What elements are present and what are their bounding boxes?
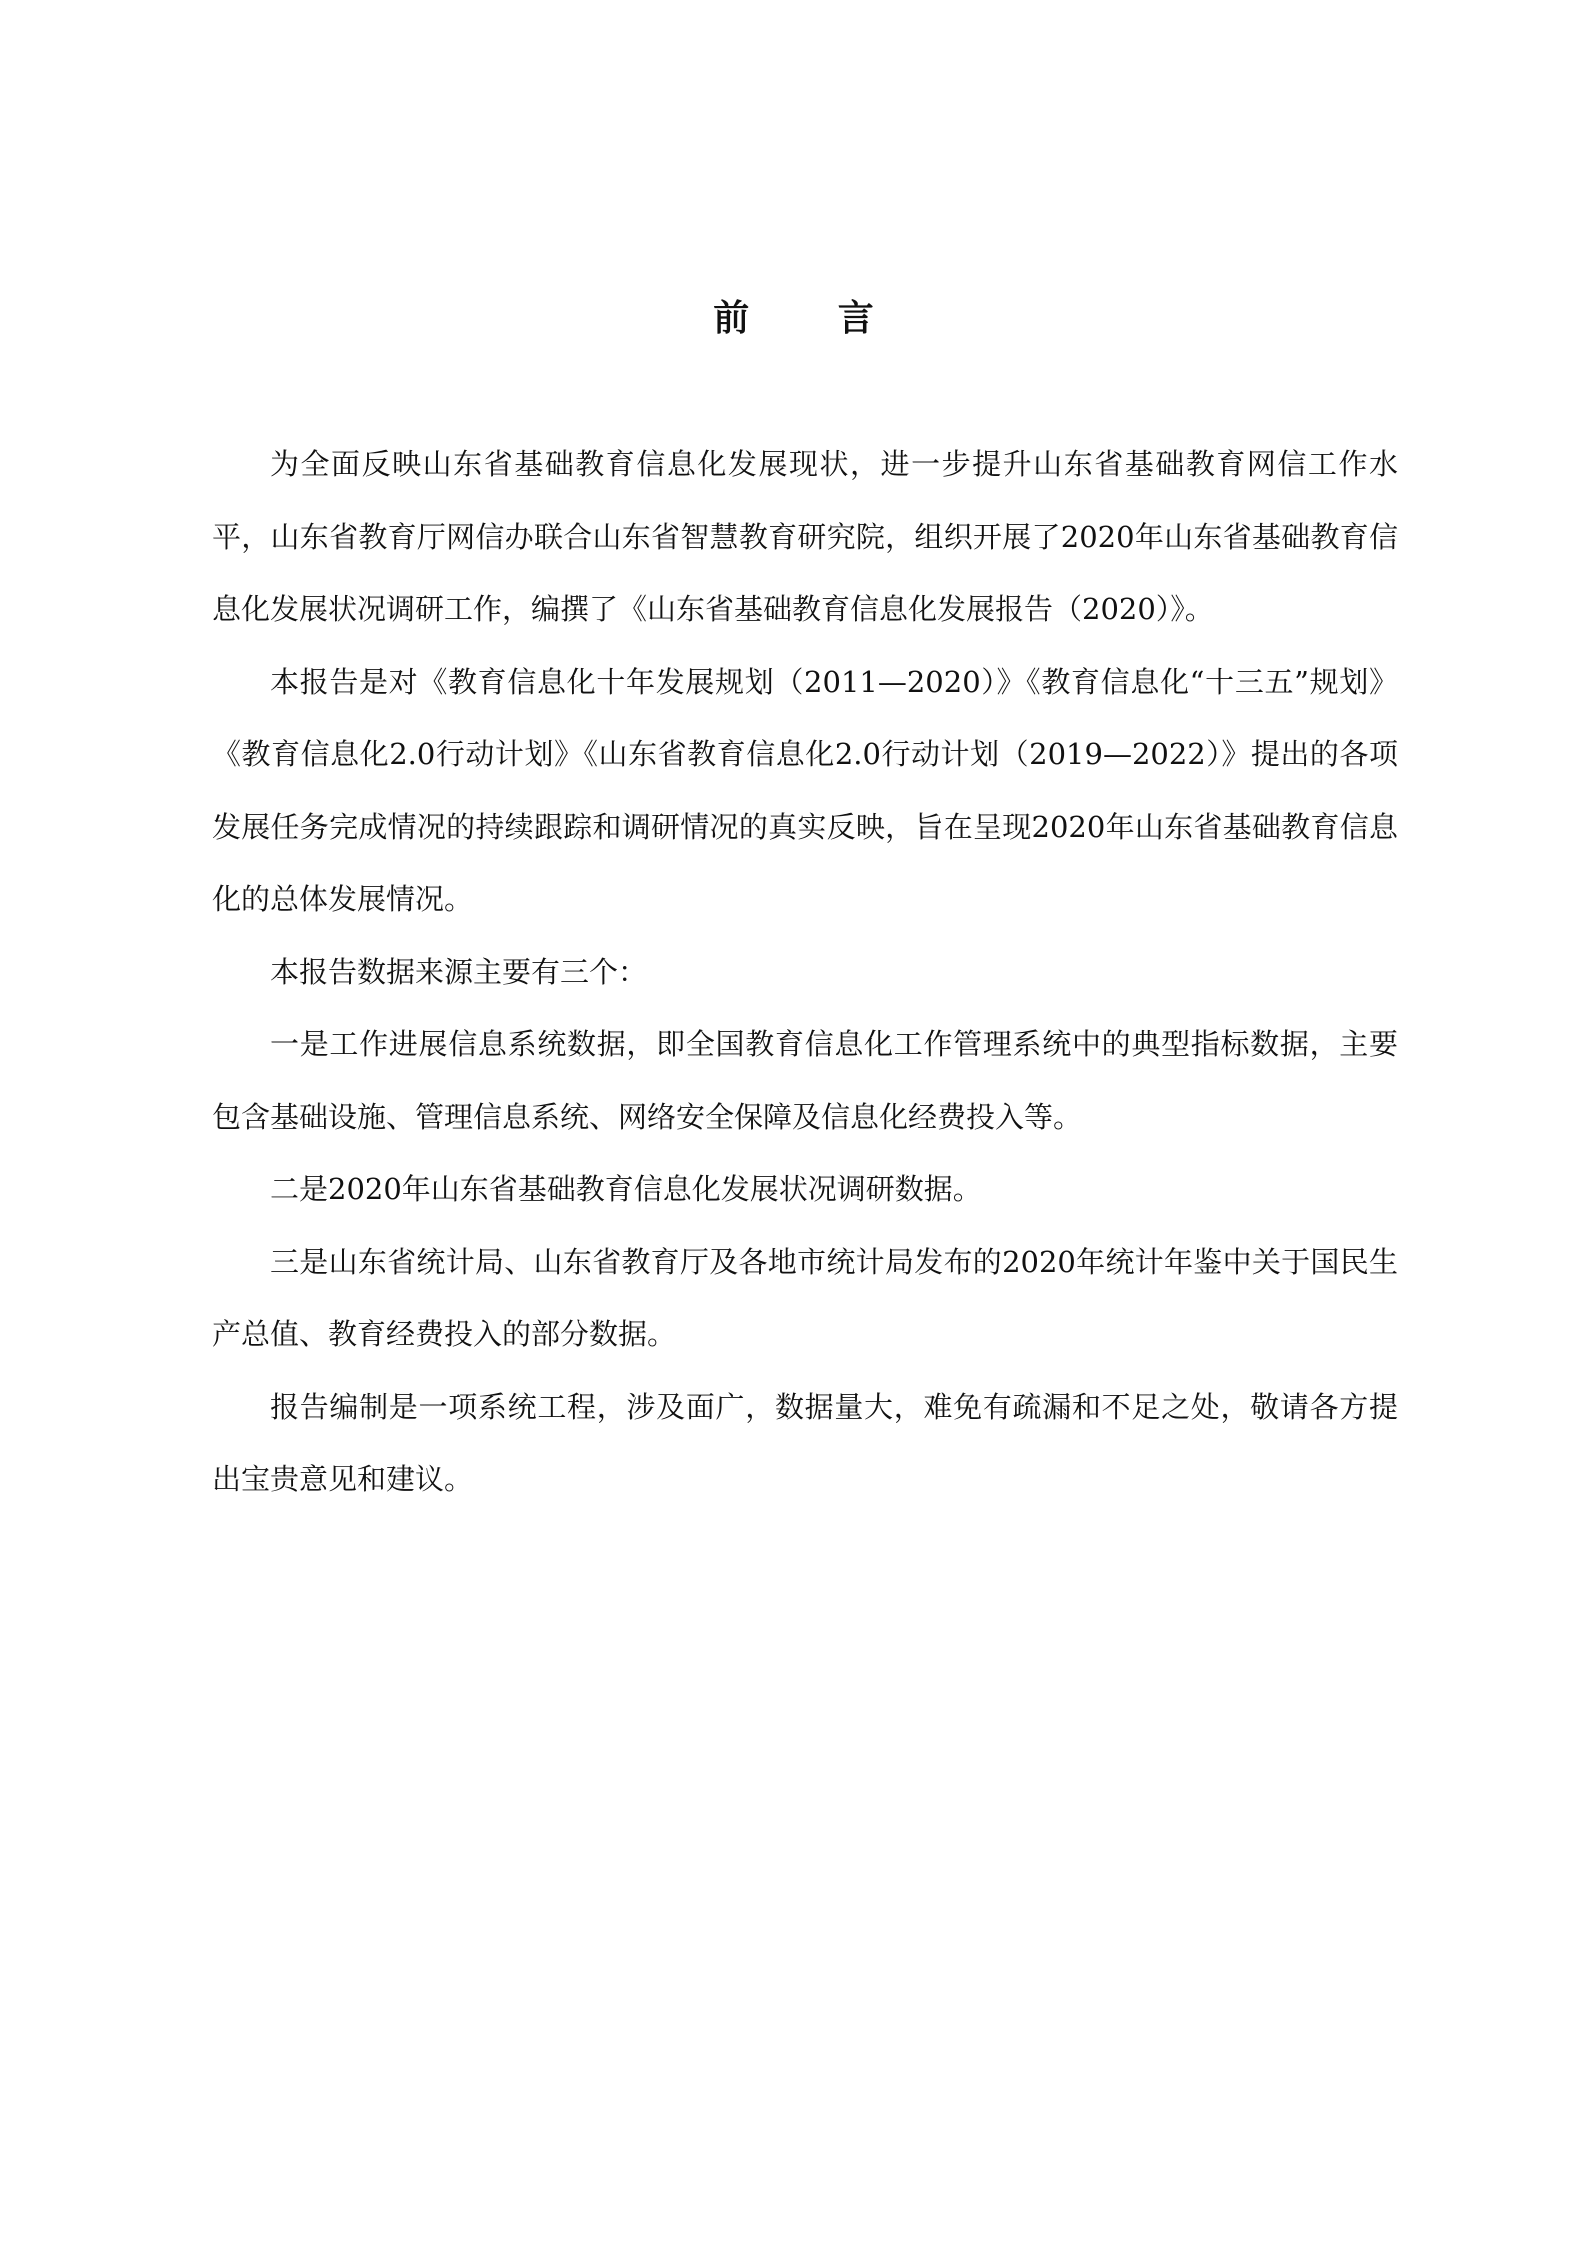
paragraph-sources-heading: 本报告数据来源主要有三个： (270, 954, 648, 989)
paragraph-intro: 为全面反映山东省基础教育信息化发展现状，进一步提升山东省基础教育网信工作水平，山东省教育厅网信办联合山东省智慧教育研究院，组织开展了2020年山东省基础教育信息化发展状况调研工作，编撰了《山东省基础教育信息化发展报告（2020）》。 (212, 447, 1398, 626)
paragraph-purpose: 本报告是对《教育信息化十年发展规划（2011—2020）》《教育信息化“十三五”规划》《教育信息化2.0行动计划》《山东省教育信息化2.0行动计划（2019—2022）》提出的各项发展任务完成情况的持续跟踪和调研情况的真实反映，旨在呈现2020年山东省基础教育信息化的总体发展情况。 (212, 664, 1398, 916)
page-title: 前 言 (713, 297, 912, 339)
paragraph-source-2: 二是2020年山东省基础教育信息化发展状况调研数据。 (270, 1172, 982, 1206)
paragraph-source-3: 三是山东省统计局、山东省教育厅及各地市统计局发布的2020年统计年鉴中关于国民生产总值、教育经费投入的部分数据。 (212, 1244, 1398, 1351)
paragraph-source-1: 一是工作进展信息系统数据，即全国教育信息化工作管理系统中的典型指标数据，主要包含基础设施、管理信息系统、网络安全保障及信息化经费投入等。 (212, 1027, 1398, 1134)
paragraph-closing: 报告编制是一项系统工程，涉及面广，数据量大，难免有疏漏和不足之处，敬请各方提出宝贵意见和建议。 (212, 1389, 1398, 1496)
preface-body (212, 428, 1398, 1516)
